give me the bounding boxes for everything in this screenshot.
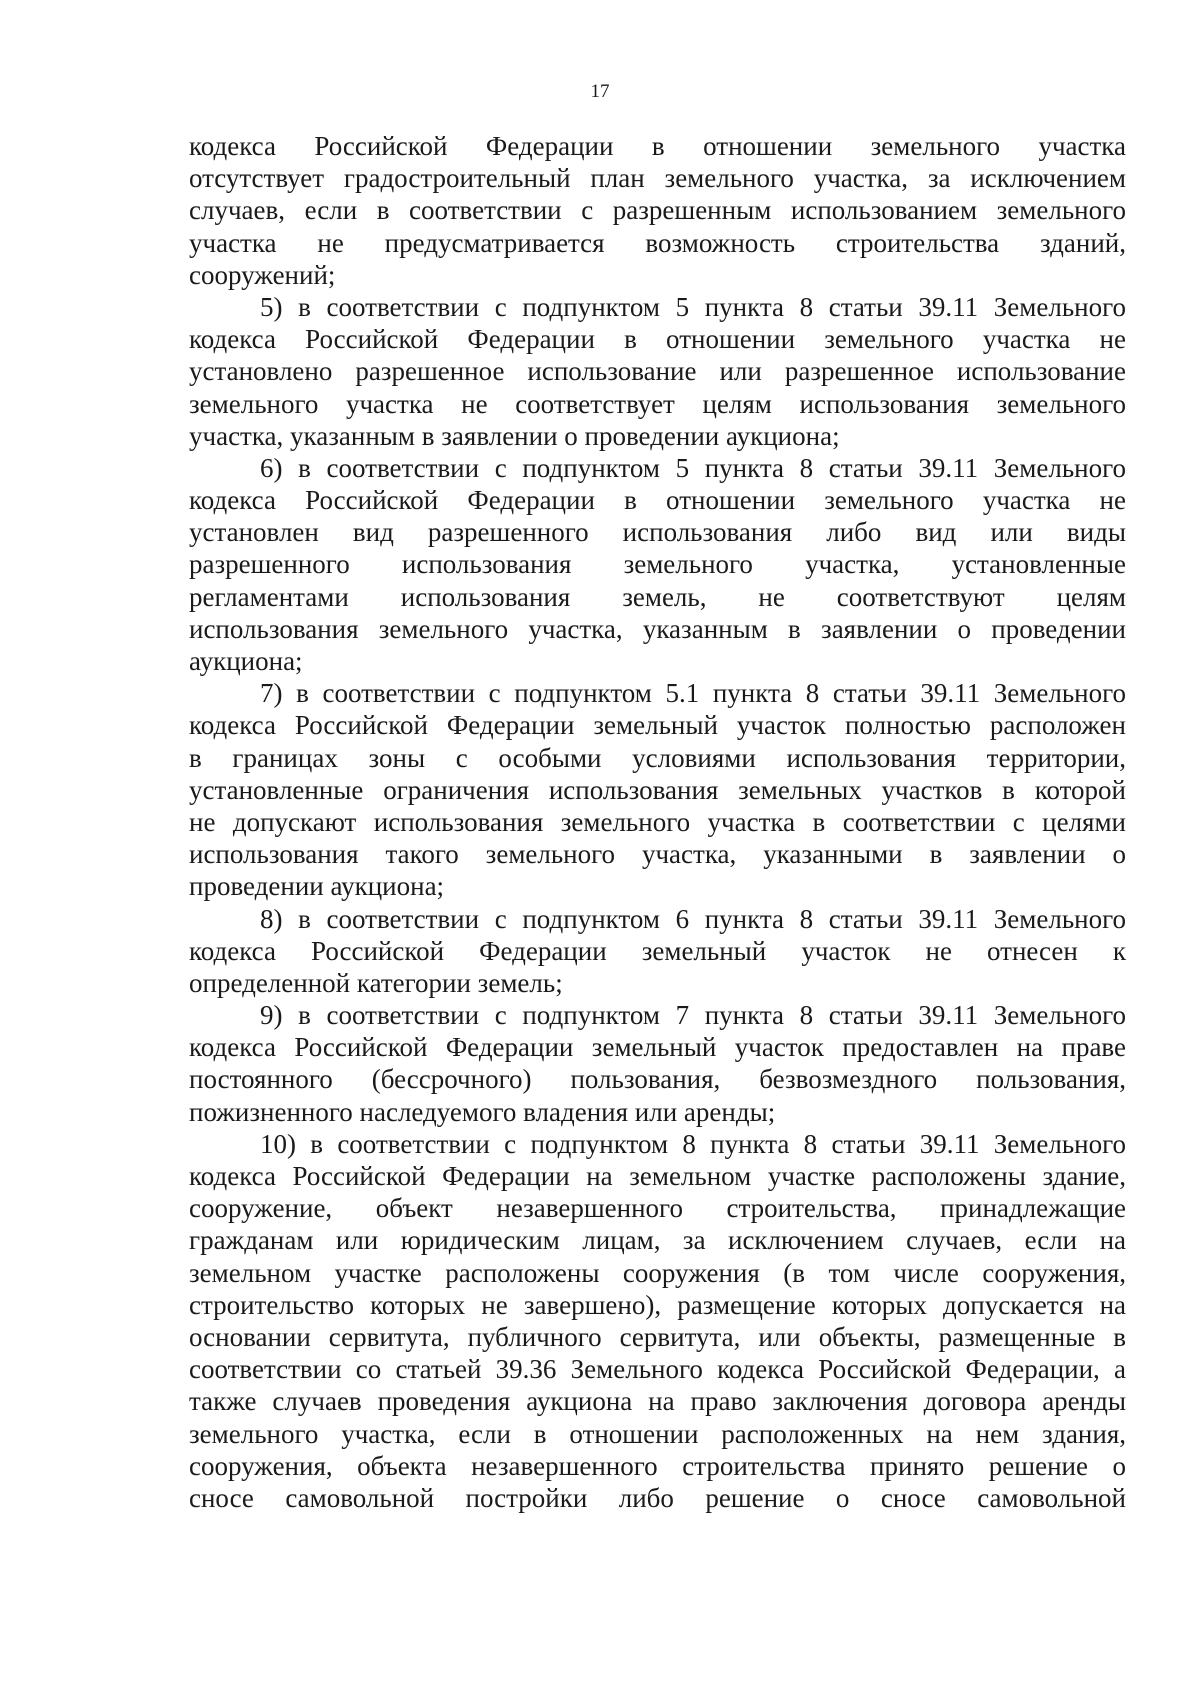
text-line: кодекса Российской Федерации в отношении земельного участка не	[189, 324, 1126, 355]
text-line: также случаев проведения аукциона на право заключения договора аренды	[189, 1386, 1126, 1417]
text-line: гражданам или юридическим лицам, за исключением случаев, если на	[189, 1225, 1126, 1256]
paragraph-first-line: 9) в соответствии с подпунктом 7 пункта 8 статьи 39.11 Земельного	[260, 1000, 1126, 1031]
text-line: в границах зоны с особыми условиями использования территории,	[189, 742, 1126, 773]
text-line: определенной категории земель;	[189, 967, 563, 998]
text-line: кодекса Российской Федерации в отношении земельного участка	[189, 131, 1126, 161]
text-line: не допускают использования земельного участка в соответствии с целями	[189, 806, 1126, 837]
text-line: сооружения, объекта незавершенного строительства принято решение о	[189, 1450, 1126, 1481]
text-line: регламентами использования земель, не соответствуют целям	[189, 581, 1126, 612]
paragraph-first-line: 10) в соответствии с подпунктом 8 пункта 8 статьи 39.11 Земельного	[260, 1128, 1126, 1159]
text-line: отсутствует градостроительный план земельного участка, за исключением	[189, 163, 1126, 194]
text-line: кодекса Российской Федерации земельный участок предоставлен на праве	[189, 1032, 1126, 1063]
text-line: аукциона;	[189, 646, 303, 676]
text-line: основании сервитута, публичного сервитута, или объекты, размещенные в	[189, 1321, 1126, 1352]
document-body	[189, 130, 1126, 1514]
text-line: строительство которых не завершено), размещение которых допускается на	[189, 1289, 1126, 1320]
paragraph-first-line: 6) в соответствии с подпунктом 5 пункта 8 статьи 39.11 Земельного	[260, 452, 1126, 483]
text-line: кодекса Российской Федерации земельный участок не отнесен к	[189, 935, 1126, 966]
text-line: кодекса Российской Федерации в отношении земельного участка не	[189, 485, 1126, 516]
text-line: земельном участке расположены сооружения (в том числе сооружения,	[189, 1257, 1126, 1288]
paragraph-first-line: 8) в соответствии с подпунктом 6 пункта 8 статьи 39.11 Земельного	[260, 903, 1126, 934]
text-line: сооружений;	[189, 259, 336, 290]
text-line: разрешенного использования земельного участка, установленные	[189, 549, 1126, 580]
text-line: использования земельного участка, указанным в заявлении о проведении	[189, 613, 1126, 644]
text-line: сооружение, объект незавершенного строительства, принадлежащие	[189, 1193, 1126, 1224]
text-line: установленные ограничения использования земельных участков в которой	[189, 774, 1126, 805]
paragraph-first-line: 5) в соответствии с подпунктом 5 пункта 8 статьи 39.11 Земельного	[260, 291, 1126, 322]
page-number: 17	[590, 81, 610, 102]
text-line: участка не предусматривается возможность строительства зданий,	[189, 227, 1126, 258]
text-line: установлен вид разрешенного использования либо вид или виды	[189, 517, 1126, 548]
text-line: установлено разрешенное использование или разрешенное использование	[189, 356, 1126, 387]
paragraph-first-line: 7) в соответствии с подпунктом 5.1 пункта 8 статьи 39.11 Земельного	[260, 678, 1126, 709]
text-line: земельного участка, если в отношении расположенных на нем здания,	[189, 1418, 1126, 1449]
text-line: случаев, если в соответствии с разрешенным использованием земельного	[189, 195, 1126, 226]
text-line: использования такого земельного участка, указанными в заявлении о	[189, 839, 1126, 870]
text-line: кодекса Российской Федерации на земельном участке расположены здание,	[189, 1161, 1126, 1191]
text-line: постоянного (бессрочного) пользования, безвозмездного пользования,	[189, 1064, 1126, 1095]
text-line: участка, указанным в заявлении о проведении аукциона;	[189, 420, 840, 451]
text-line: земельного участка не соответствует целям использования земельного	[189, 388, 1126, 419]
text-line: соответствии со статьей 39.36 Земельного кодекса Российской Федерации, а	[189, 1354, 1126, 1385]
text-line: пожизненного наследуемого владения или аренды;	[189, 1096, 776, 1127]
text-line: проведении аукциона;	[189, 871, 445, 902]
text-line: кодекса Российской Федерации земельный участок полностью расположен	[189, 710, 1126, 741]
text-line: сносе самовольной постройки либо решение о сносе самовольной	[189, 1482, 1126, 1513]
